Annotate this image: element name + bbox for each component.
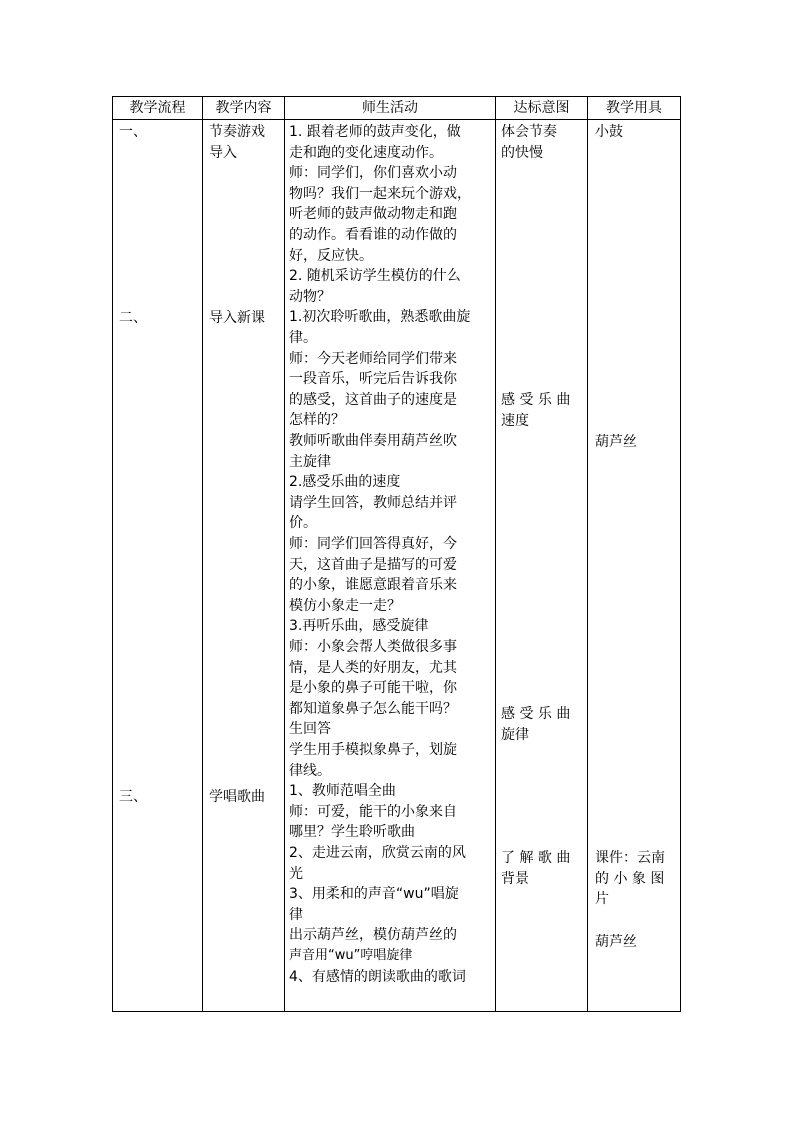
activity-line: 1、教师范唱全曲 xyxy=(289,783,396,800)
activity-line: 情，是人类的好朋友，尤其 xyxy=(289,659,457,676)
activity-line: 1. 跟着老师的鼓声变化，做 xyxy=(289,124,461,140)
activity-line: 天，这首曲子是描写的可爱 xyxy=(289,556,457,573)
goal-4-line-1: 了 解 歌 曲 xyxy=(501,850,571,866)
goal-3-line-2: 旋律 xyxy=(501,726,529,743)
goal-2-line-1: 感 受 乐 曲 xyxy=(501,392,571,408)
activity-line: 动物？ xyxy=(289,288,331,305)
activity-line: 怎样的？ xyxy=(289,412,345,429)
tool-1: 小鼓 xyxy=(595,124,623,140)
header-tools: 教学用具 xyxy=(588,97,681,120)
activity-line: 听老师的鼓声做动物走和跑 xyxy=(289,206,457,223)
activity-line: 律 xyxy=(289,906,303,923)
activity-line: 光 xyxy=(289,865,303,882)
header-process: 教学流程 xyxy=(113,97,203,120)
activity-line: 师：小象会帮人类做很多事 xyxy=(289,639,457,655)
activity-line: 1.初次聆听歌曲，熟悉歌曲旋 xyxy=(289,309,471,326)
lesson-plan-table xyxy=(112,96,681,1012)
body-row xyxy=(113,120,681,1012)
activity-line: 师：同学们回答得真好，今 xyxy=(289,536,457,552)
activity-line: 都知道象鼻子怎么能干吗？ xyxy=(289,700,457,717)
goal-2-line-2: 速度 xyxy=(501,412,529,429)
content-1-line-1: 节奏游戏 xyxy=(209,124,265,140)
content-3: 学唱歌曲 xyxy=(209,789,265,805)
activity-line: 律。 xyxy=(289,330,317,346)
goal-column xyxy=(496,120,588,1012)
activity-line: 请学生回答，教师总结并评 xyxy=(289,494,457,511)
activity-line: 师：同学们，你们喜欢小动 xyxy=(289,165,457,182)
header-content: 教学内容 xyxy=(203,97,285,120)
activity-line: 物吗？我们一起来玩个游戏， xyxy=(289,185,471,202)
activity-line: 2.感受乐曲的速度 xyxy=(289,474,401,491)
activity-line: 3.再听乐曲，感受旋律 xyxy=(289,618,429,635)
activity-line: 模仿小象走一走？ xyxy=(289,597,401,614)
goal-1-line-1: 体会节奏 xyxy=(501,124,557,140)
activity-line: 律线。 xyxy=(289,762,331,779)
activity-line: 哪里？学生聆听歌曲 xyxy=(289,824,415,841)
activity-line: 声音用“wu”哼唱旋律 xyxy=(289,948,413,963)
process-column xyxy=(113,120,203,1012)
goal-3-line-1: 感 受 乐 曲 xyxy=(501,706,571,722)
activity-line: 价。 xyxy=(289,515,317,532)
tool-3-line-1: 课件：云南 xyxy=(595,850,665,866)
header-row xyxy=(113,97,681,120)
activity-line: 的感受，这首曲子的速度是 xyxy=(289,391,457,408)
tool-3-line-3: 片 xyxy=(595,891,609,908)
activity-line: 师：今天老师给同学们带来 xyxy=(289,350,457,367)
goal-1-line-2: 的快慢 xyxy=(501,144,543,161)
header-activities: 师生活动 xyxy=(285,97,496,120)
stage-3: 三、 xyxy=(119,789,147,805)
activity-line: 好，反应快。 xyxy=(289,247,373,264)
content-1-line-2: 导入 xyxy=(209,144,237,161)
activity-line: 学生用手模拟象鼻子，划旋 xyxy=(289,742,457,758)
content-2: 导入新课 xyxy=(209,310,265,326)
activity-line: 出示葫芦丝，模仿葫芦丝的 xyxy=(289,927,457,944)
activity-line: 师：可爱，能干的小象来自 xyxy=(289,803,457,820)
activity-line: 教师听歌曲伴奏用葫芦丝吹 xyxy=(289,433,457,449)
activity-line: 是小象的鼻子可能干啦，你 xyxy=(289,680,457,697)
tool-4: 葫芦丝 xyxy=(595,934,637,950)
stage-1: 一、 xyxy=(119,124,147,140)
activity-line: 主旋律 xyxy=(289,453,331,470)
activity-line: 4、有感情的朗读歌曲的歌词 xyxy=(289,968,466,985)
activity-line: 3、用柔和的声音“wu”唱旋 xyxy=(289,886,459,903)
stage-2: 二、 xyxy=(119,310,147,326)
tool-3-line-2: 的 小 象 图 xyxy=(595,870,665,887)
activity-line: 一段音乐，听完后告诉我你 xyxy=(289,371,457,388)
activity-line: 走和跑的变化速度动作。 xyxy=(289,144,443,161)
activity-line: 的动作。看看谁的动作做的 xyxy=(289,227,457,243)
tools-column xyxy=(588,120,681,1012)
content-column xyxy=(203,120,285,1012)
tool-2: 葫芦丝 xyxy=(595,434,637,450)
activity-line: 2、走进云南，欣赏云南的风 xyxy=(289,845,466,861)
activity-line: 的小象，谁愿意跟着音乐来 xyxy=(289,577,457,594)
activity-line: 生回答 xyxy=(289,721,331,738)
header-goal: 达标意图 xyxy=(496,97,588,120)
activities-column xyxy=(285,120,496,1012)
activity-line: 2. 随机采访学生模仿的什么 xyxy=(289,268,461,285)
goal-4-line-2: 背景 xyxy=(501,870,529,887)
